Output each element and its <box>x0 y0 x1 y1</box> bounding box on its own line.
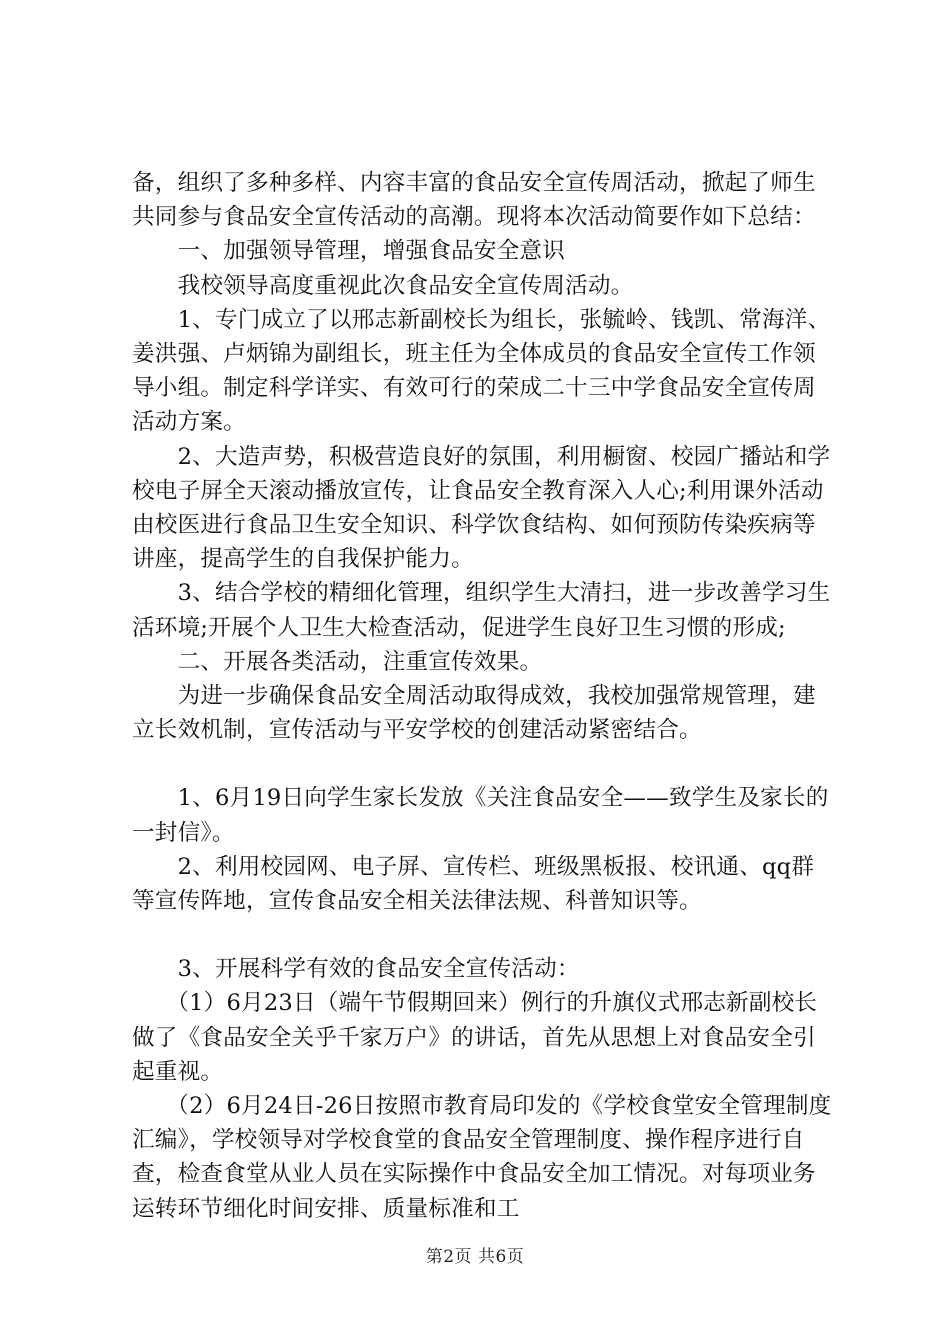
document-body <box>132 166 832 1226</box>
list-item: 1、专门成立了以邢志新副校长为组长，张毓岭、钱凯、常海洋、姜洪强、卢炳锦为副组长，班主任为全体成员的食品安全宣传工作领导小组。制定科学详实、有效可行的荣成二十三中学食品安全宣传周活动方案。 <box>132 306 831 436</box>
list-item: 2、利用校园网、电子屏、宣传栏、班级黑板报、校讯通、qq群等宣传阵地，宣传食品安全相关法律法规、科普知识等。 <box>132 853 815 915</box>
sub-list-item: （2）6月24日-26日按照市教育局印发的《学校食堂安全管理制度汇编》，学校领导对学校食堂的食品安全管理制度、操作程序进行自查，检查食堂从业人员在实际操作中食品安全加工情况。对每项业务运转环节细化时间安排、质量标准和工 <box>132 1093 832 1222</box>
page-footer: 第2页 共6页 <box>425 1247 525 1267</box>
heading-section-1: 一、加强领导管理，增强食品安全意识 <box>132 238 566 265</box>
paragraph-spacer <box>132 747 832 781</box>
list-item: 2、大造声势，积极营造良好的氛围，利用橱窗、校园广播站和学校电子屏全天滚动播放宣传，让食品安全教育深入人心;利用课外活动由校医进行食品卫生安全知识、科学饮食结构、如何预防传染疾病等讲座，提高学生的自我保护能力。 <box>132 443 831 573</box>
list-item: 3、结合学校的精细化管理，组织学生大清扫，进一步改善学习生活环境;开展个人卫生大检查活动，促进学生良好卫生习惯的形成; <box>132 580 831 641</box>
list-item: 1、6月19日向学生家长发放《关注食品安全——致学生及家长的一封信》。 <box>132 785 829 846</box>
list-item: 3、开展科学有效的食品安全宣传活动： <box>132 956 580 983</box>
paragraph: 我校领导高度重视此次食品安全宣传周活动。 <box>132 272 634 299</box>
paragraph-intro: 备，组织了多种多样、内容丰富的食品安全宣传周活动，掀起了师生共同参与食品安全宣传活动的高潮。现将本次活动简要作如下总结： <box>132 170 816 231</box>
paragraph: 为进一步确保食品安全周活动取得成效，我校加强常规管理，建立长效机制，宣传活动与平安学校的创建活动紧密结合。 <box>132 683 816 744</box>
heading-section-2: 二、开展各类活动，注重宣传效果。 <box>132 648 543 675</box>
sub-list-item: （1）6月23日（端午节假期回来）例行的升旗仪式邢志新副校长做了《食品安全关乎千家万户》的讲话，首先从思想上对食品安全引起重视。 <box>132 990 818 1085</box>
paragraph-spacer <box>132 918 832 952</box>
